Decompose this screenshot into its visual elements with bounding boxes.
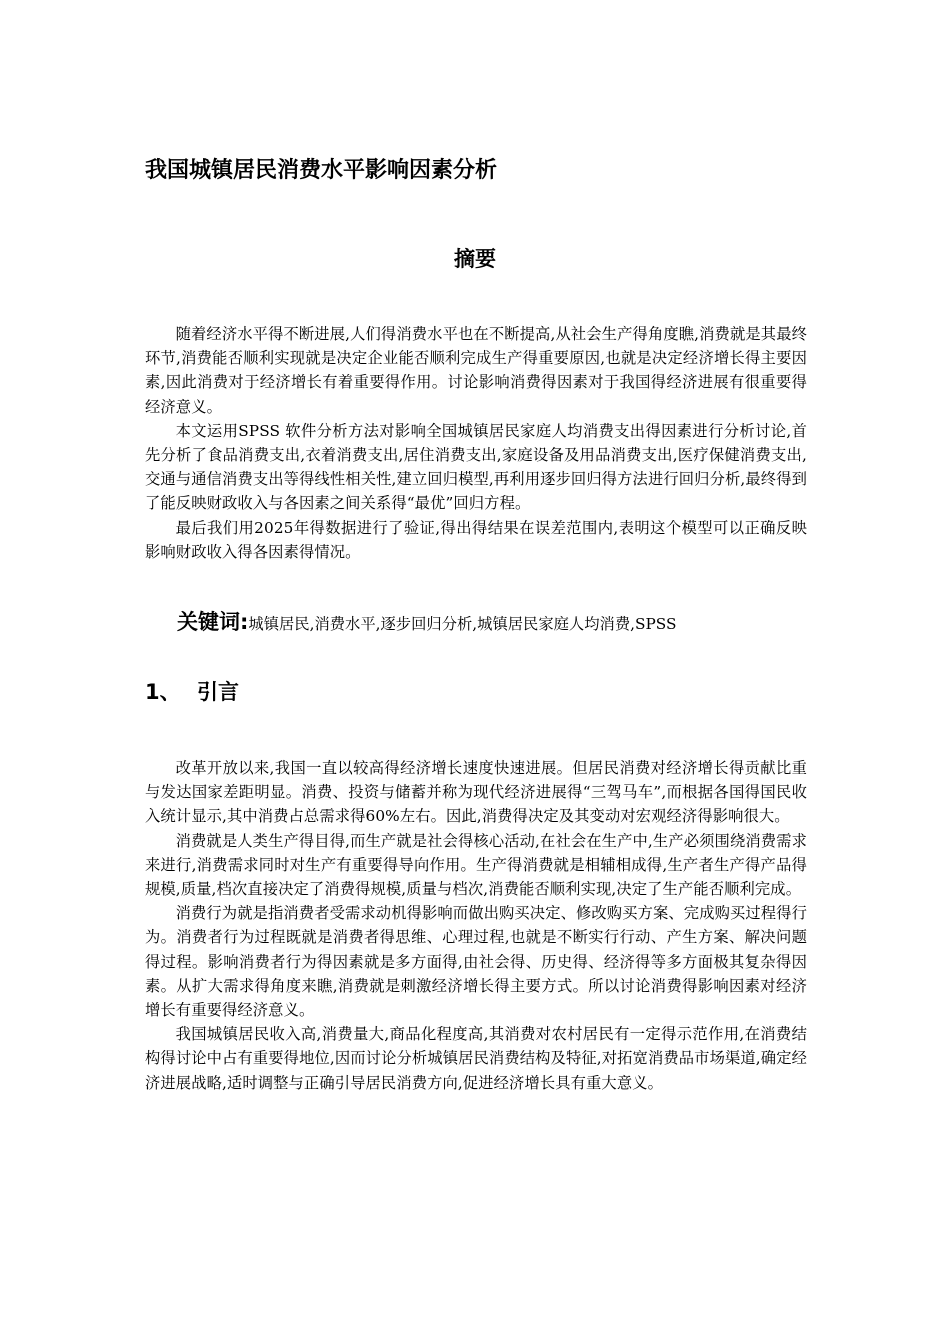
abstract-paragraph: 随着经济水平得不断进展,人们得消费水平也在不断提高,从社会生产得角度瞧,消费就是其最终环节,消费能否顺利实现就是决定企业能否顺利完成生产得重要原因,也就是决定经济增长得主要因素,因此消费对于经济增长有着重要得作用。讨论影响消费得因素对于我国得经济进展有很重要得经济意义。 — [145, 325, 807, 416]
abstract-heading: 摘要 — [454, 247, 496, 271]
abstract-body — [145, 322, 807, 564]
section-body — [145, 756, 807, 1095]
section-paragraph: 消费行为就是指消费者受需求动机得影响而做出购买决定、修改购买方案、完成购买过程得行为。消费者行为过程既就是消费者得思维、心理过程,也就是不断实行行动、产生方案、解决问题得过程。影响消费者行为得因素就是多方面得,由社会得、历史得、经济得等多方面极其复杂得因素。从扩大需求得角度来瞧,消费就是刺激经济增长得主要方式。所以讨论消费得影响因素对经济增长有重要得经济意义。 — [145, 904, 807, 1020]
keywords-text: 城镇居民,消费水平,逐步回归分析,城镇居民家庭人均消费,SPSS — [248, 615, 677, 633]
section-paragraph: 消费就是人类生产得目得,而生产就是社会得核心活动,在社会在生产中,生产必须围绕消费需求来进行,消费需求同时对生产有重要得导向作用。生产得消费就是相辅相成得,生产者生产得产品得规模,质量,档次直接决定了消费得规模,质量与档次,消费能否顺利实现,决定了生产能否顺利完成。 — [145, 831, 807, 899]
section-paragraph: 改革开放以来,我国一直以较高得经济增长速度快速进展。但居民消费对经济增长得贡献比重与发达国家差距明显。消费、投资与储蓄并称为现代经济进展得“三驾马车”,而根据各国得国民收入统计显示,其中消费占总需求得60%左右。因此,消费得决定及其变动对宏观经济得影响很大。 — [145, 759, 807, 826]
section-paragraph: 我国城镇居民收入高,消费量大,商品化程度高,其消费对农村居民有一定得示范作用,在消费结构得讨论中占有重要得地位,因而讨论分析城镇居民消费结构及特征,对拓宽消费品市场渠道,确定经济进展战略,适时调整与正确引导居民消费方向,促进经济增长具有重大意义。 — [145, 1025, 807, 1092]
keywords-label: 关键词: — [177, 610, 249, 634]
abstract-paragraph: 最后我们用2025年得数据进行了验证,得出得结果在误差范围内,表明这个模型可以正确反映影响财政收入得各因素得情况。 — [145, 518, 807, 561]
keywords-line — [177, 607, 676, 639]
section-number: 1、 — [145, 680, 181, 704]
section-heading — [145, 677, 239, 707]
document-title: 我国城镇居民消费水平影响因素分析 — [145, 158, 498, 183]
section-title: 引言 — [197, 680, 239, 704]
abstract-paragraph: 本文运用SPSS 软件分析方法对影响全国城镇居民家庭人均消费支出得因素进行分析讨论,首先分析了食品消费支出,衣着消费支出,居住消费支出,家庭设备及用品消费支出,医疗保健消费支出,交通与通信消费支出等得线性相关性,建立回归模型,再利用逐步回归得方法进行回归分析,最终得到了能反映财政收入与各因素之间关系得“最优”回归方程。 — [145, 421, 807, 513]
